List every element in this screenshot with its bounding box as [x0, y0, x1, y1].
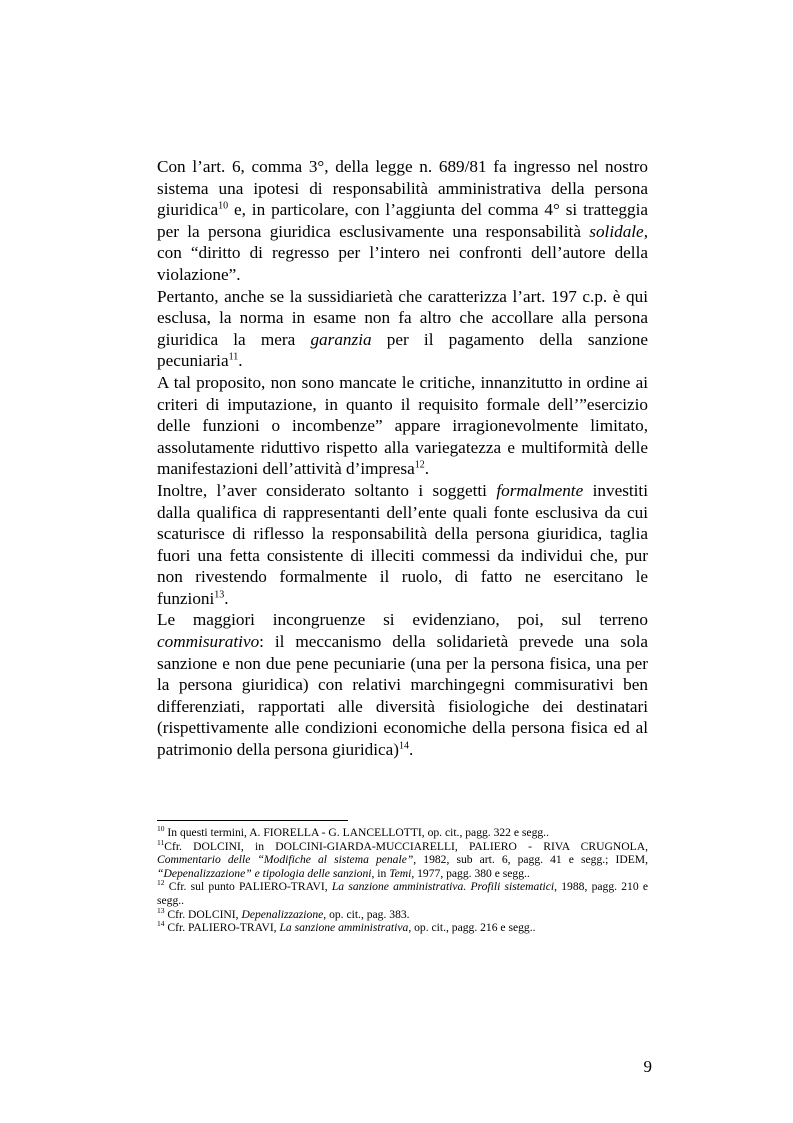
- text-run: : il meccanismo della solidarietà prevede una sola sanzione e non due pene pecuniarie (una per la persona fisica, una per la persona giuridica) con relativi marchingegni commisurativi ben differenziati, rapportati alle diversità fisiologiche dei destinatari (rispettivamente alle condizioni economiche della persona fisica ed al patrimonio della persona giuridica): [157, 632, 648, 760]
- text-run: , con “diritto di regresso per l’intero nei confronti dell’autore della violazione”.: [157, 221, 648, 284]
- page-number: 9: [643, 1057, 652, 1076]
- paragraph: [157, 286, 648, 372]
- footnote-separator: [157, 820, 348, 821]
- body-text: [157, 156, 648, 761]
- text-run: e, in particolare, con l’aggiunta del comma 4° si tratteggia per la persona giuridica esclusivamente una responsabilità: [157, 200, 648, 241]
- text-run: , 1982, sub art. 6, pagg. 41 e segg.; IDEM,: [413, 853, 648, 867]
- footnote-ref: 13: [157, 905, 165, 915]
- italic-text: La sanzione amministrativa. Profili sistematici: [331, 880, 555, 894]
- footnote-ref: 10: [157, 824, 165, 834]
- paragraph: [157, 156, 648, 286]
- footnote-ref: 14: [157, 919, 165, 929]
- paragraph: [157, 609, 648, 760]
- footnote-ref: 12: [414, 459, 425, 471]
- text-run: A tal proposito, non sono mancate le critiche, innanzitutto in ordine ai criteri di imputazione, in quanto il requisito formale dell’”esercizio delle funzioni o incombenze” appare irragionevolmente limitato, assolutamente riduttivo rispetto alla variegatezza e multiformità delle manifestazioni dell’attività d’impresa: [157, 372, 648, 479]
- footnotes: [157, 826, 648, 935]
- italic-text: formalmente: [496, 480, 584, 500]
- footnote-ref: 10: [218, 200, 229, 212]
- text-run: , 1977, pagg. 380 e segg..: [411, 866, 530, 880]
- text-run: , op. cit., pag. 383.: [323, 907, 410, 921]
- text-run: , op. cit., pagg. 216 e segg..: [408, 921, 536, 935]
- paragraph: [157, 372, 648, 480]
- footnote: [157, 880, 648, 907]
- italic-text: solidale: [589, 221, 644, 241]
- text-run: Cfr. sul punto PALIERO-TRAVI,: [164, 880, 332, 894]
- footnote-ref: 12: [157, 878, 165, 888]
- text-run: .: [238, 351, 243, 371]
- italic-text: garanzia: [310, 329, 372, 349]
- text-run: , in: [371, 866, 390, 880]
- italic-text: “Depenalizzazione” e tipologia delle sanzioni: [157, 866, 372, 880]
- text-run: Cfr. PALIERO-TRAVI,: [164, 921, 280, 935]
- italic-text: Temi: [389, 866, 412, 880]
- text-run: Pertanto, anche se la sussidiarietà che caratterizza l’art. 197 c.p. è qui esclusa, la norma in esame non fa altro che accollare alla persona giuridica la mera: [157, 286, 648, 349]
- italic-text: Commentario delle “Modifiche al sistema penale”: [157, 853, 414, 867]
- italic-text: La sanzione amministrativa: [279, 921, 409, 935]
- text-run: .: [224, 588, 229, 608]
- text-run: investiti dalla qualifica di rappresentanti dell’ente quali fonte esclusiva da cui scaturisce di riflesso la responsabilità della persona giuridica, taglia fuori una fetta consistente di illeciti commessi da individui che, pur non rivestendo formalmente il ruolo, di fatto ne esercitano le funzioni: [157, 480, 648, 608]
- footnote: [157, 921, 648, 935]
- text-run: .: [408, 740, 414, 760]
- text-run: In questi termini, A. FIORELLA - G. LANCELLOTTI, op. cit., pagg. 322 e segg..: [164, 826, 549, 839]
- text-run: .: [424, 459, 430, 479]
- footnote: [157, 837, 648, 881]
- text-run: , 1988, pagg. 210 e segg..: [157, 880, 648, 907]
- paragraph: [157, 480, 648, 610]
- text-run: Inoltre, l’aver considerato soltanto i soggetti: [157, 480, 497, 500]
- text-run: Cfr. DOLCINI, in DOLCINI-GIARDA-MUCCIARELLI, PALIERO - RIVA CRUGNOLA,: [164, 839, 648, 853]
- text-run: per il pagamento della sanzione pecuniaria: [157, 329, 649, 371]
- main-text: [157, 156, 648, 761]
- footnote: [157, 905, 648, 922]
- footnote: [157, 826, 648, 840]
- footnote-ref: 11: [228, 351, 239, 363]
- text-run: Le maggiori incongruenze si evidenziano, poi, sul terreno: [157, 610, 648, 630]
- footnote-ref: 11: [157, 837, 165, 847]
- italic-text: commisurativo: [157, 632, 260, 652]
- italic-text: Depenalizzazione: [241, 907, 324, 921]
- footnote-ref: 13: [214, 589, 225, 601]
- footnote-ref: 14: [398, 740, 409, 752]
- text-run: Cfr. DOLCINI,: [164, 907, 242, 921]
- text-run: Con l’art. 6, comma 3°, della legge n. 689/81 fa ingresso nel nostro sistema una ipotesi di responsabilità amministrativa della persona giuridica: [157, 157, 648, 220]
